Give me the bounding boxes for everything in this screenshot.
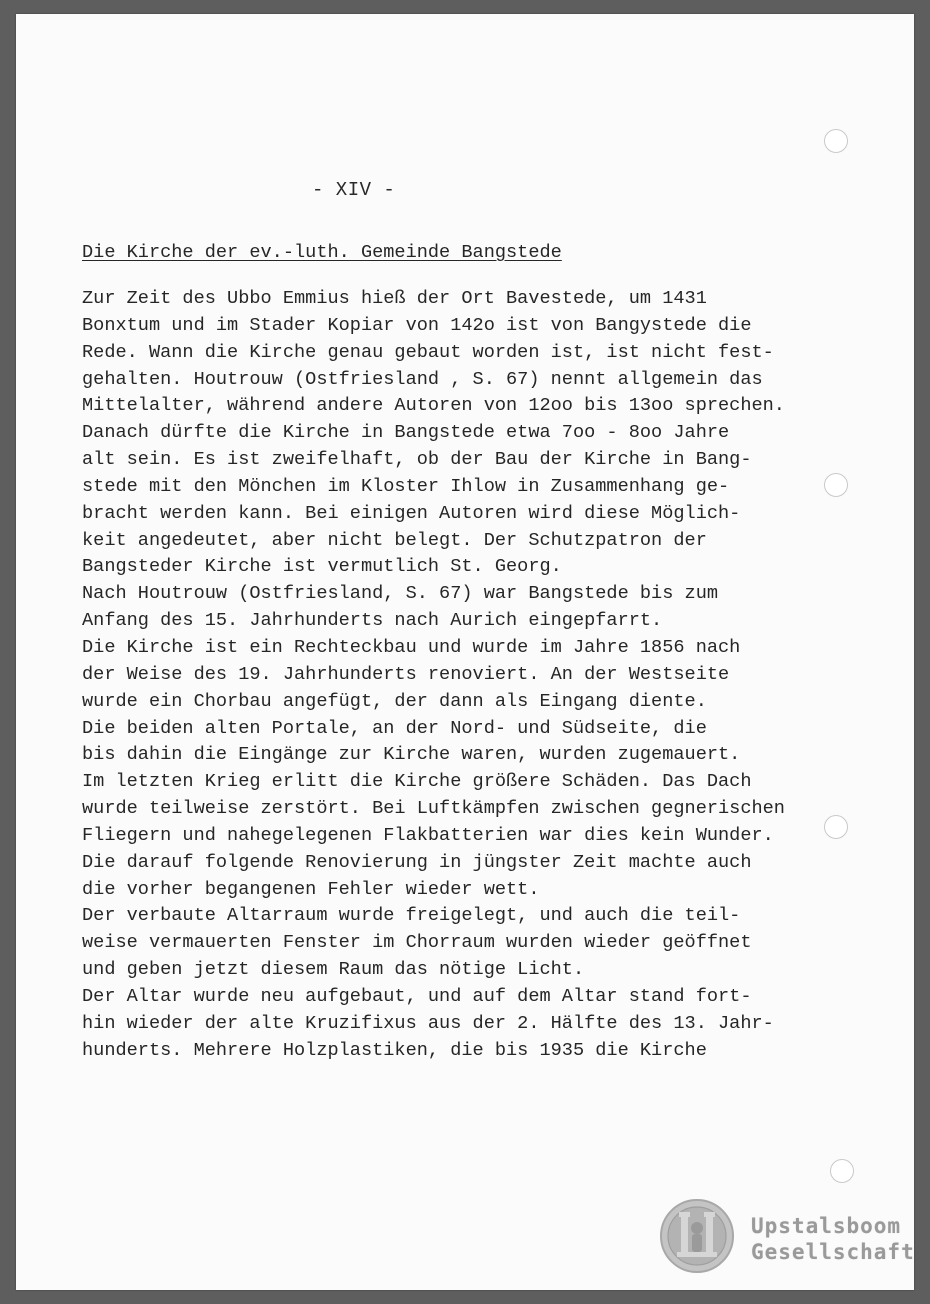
punch-hole [824,129,848,153]
watermark [659,1198,915,1278]
brand-line: Upstalsboom [751,1214,902,1238]
brand-line: Gesellschaft [751,1240,915,1264]
text-line: weise vermauerten Fenster im Chorraum wurden wieder geöffnet [82,932,752,954]
text-line: Zur Zeit des Ubbo Emmius hieß der Ort Bavestede, um 1431 [82,288,707,309]
section-heading: Die Kirche der ev.-luth. Gemeinde Bangstede [82,242,562,263]
text-line: bracht werden kann. Bei einigen Autoren wird diese Möglich- [82,502,741,524]
text-line: hunderts. Mehrere Holzplastiken, die bis 1935 die Kirche [82,1039,707,1061]
page-number: - XIV - [312,179,396,201]
text-line: Der verbaute Altarraum wurde freigelegt, und auch die teil- [82,905,741,927]
text-line: der Weise des 19. Jahrhunderts renoviert. An der Westseite [82,663,730,685]
text-line: Bangsteder Kirche ist vermutlich St. Georg. [82,556,562,578]
text-line: gehalten. Houtrouw (Ostfriesland , S. 67) nennt allgemein das [82,368,763,390]
text-line: Nach Houtrouw (Ostfriesland, S. 67) war Bangstede bis zum [82,583,719,605]
text-line: Danach dürfte die Kirche in Bangstede etwa 7oo - 8oo Jahre [82,422,730,444]
text-line: Bonxtum und im Stader Kopiar von 142o ist von Bangystede die [82,314,752,336]
body-text [82,286,822,1064]
text-line: Anfang des 15. Jahrhunderts nach Aurich eingepfarrt. [82,610,663,632]
seal-icon [659,1198,735,1274]
text-line: Der Altar wurde neu aufgebaut, und auf dem Altar stand fort- [82,985,752,1007]
document-page [16,14,914,1290]
text-line: Mittelalter, während andere Autoren von 12oo bis 13oo sprechen. [82,395,785,417]
punch-hole [830,1159,854,1183]
text-line: Fliegern und nahegelegenen Flakbatterien war dies kein Wunder. [82,824,774,846]
text-line: wurde ein Chorbau angefügt, der dann als Eingang diente. [82,690,707,712]
punch-hole [824,815,848,839]
text-line: wurde teilweise zerstört. Bei Luftkämpfen zwischen gegnerischen [82,798,785,820]
text-line: hin wieder der alte Kruzifixus aus der 2. Hälfte des 13. Jahr- [82,1012,774,1034]
text-line: Die darauf folgende Renovierung in jüngster Zeit machte auch [82,851,752,873]
text-line: bis dahin die Eingänge zur Kirche waren, wurden zugemauert. [82,744,741,766]
punch-hole [824,473,848,497]
text-line: Im letzten Krieg erlitt die Kirche größere Schäden. Das Dach [82,771,752,793]
text-line: keit angedeutet, aber nicht belegt. Der Schutzpatron der [82,529,707,551]
text-line: und geben jetzt diesem Raum das nötige Licht. [82,959,585,981]
text-line: Die beiden alten Portale, an der Nord- und Südseite, die [82,717,707,739]
text-line: Die Kirche ist ein Rechteckbau und wurde im Jahre 1856 nach [82,636,741,658]
text-line: die vorher begangenen Fehler wieder wett. [82,878,540,900]
text-line: Rede. Wann die Kirche genau gebaut worden ist, ist nicht fest- [82,341,774,363]
text-line: stede mit den Mönchen im Kloster Ihlow in Zusammenhang ge- [82,475,730,497]
text-line: alt sein. Es ist zweifelhaft, ob der Bau der Kirche in Bang- [82,449,752,471]
